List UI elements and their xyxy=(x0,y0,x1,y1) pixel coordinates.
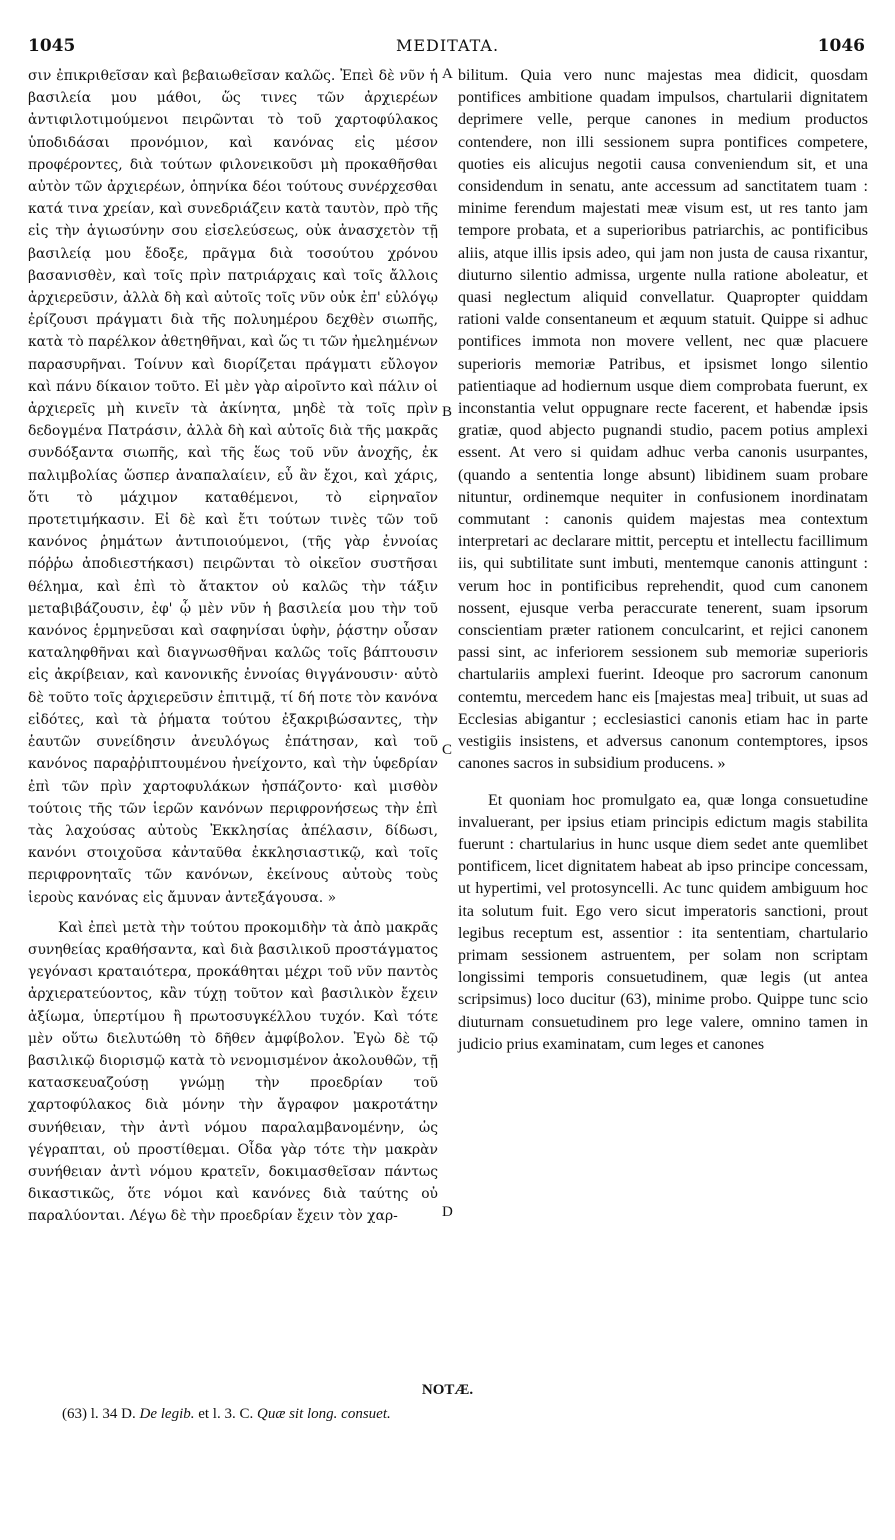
footnote-citation: Quæ sit long. consuet. xyxy=(256,1406,391,1422)
footnote-text: et l. 3. C. xyxy=(194,1406,257,1422)
margin-letter-d: D xyxy=(442,1204,453,1220)
footnote-63 xyxy=(62,1406,391,1423)
margin-letter-c: C xyxy=(442,742,453,758)
latin-column xyxy=(458,65,868,1056)
greek-paragraph-2: Καὶ ἐπεὶ μετὰ τὴν τούτου προκομιδὴν τὰ ἀπὸ μακρᾶς συνηθείας κραθήσαντα, καὶ διὰ βασιλικοῦ προστάγματος γεγόνασι κραταιότερα, προκάθηται μέχρι τοῦ νῦν παντὸς ἀρχιερατεύοντος, κἂν τύχῃ τοῦτον καὶ βασιλικὸν ἔχειν ἀξίωμα, ὑπερτίμου ἢ πρωτοσυγκέλλου τυχόν. Καὶ τότε μὲν οὕτω διελυτώθη τὸ δῆθεν ἀμφίβολον. Ἐγὼ δὲ τῷ βασιλικῷ διορισμῷ κατὰ τὸ νενομισμένον ἀκολουθῶν, τῇ κατασκευαζούσῃ γνώμῃ τὴν προεδρίαν τοῦ χαρτοφύλακος διὰ μόνην τὴν ἄγραφον μακροτάτην συνήθειαν, τὴν ἀντὶ νόμου παραλαμβανομένην, ὡς γέγραπται, οὐ προστίθεμαι. Οἶδα γὰρ τότε τὴν μακρὰν συνήθειαν ἀντὶ νόμου κρατεῖν, δοκιμασθεῖσαν πάντως δικαστικῶς, ὅτε νόμοι καὶ κανόνες διὰ ταύτης οὐ παραλύονται. Λέγω δὲ τὴν προεδρίαν ἔχειν τὸν χαρ- xyxy=(28,919,438,1225)
greek-paragraph-1: σιν ἐπικριθεῖσαν καὶ βεβαιωθεῖσαν καλῶς. Ἐπεὶ δὲ νῦν ἡ βασιλεία μου μάθοι, ὥς τινες τῶν ἀρχιερέων ἀντιφιλοτιμούμενοι πειρῶνται τὸ τοῦ χαρτοφύλακος ὑποδιδάσαι προνόμιον, καὶ κανόνας εἰς μέσον προφέροντες, διὰ τούτων φιλονεικοῦσι μὴ προκαθῆσθαι αὐτὸν τῶν ἀρχιερέων, ὁπηνίκα δέοι τούτους συνέρχεσθαι κατά τινα χρείαν, καὶ συνεδριάζειν κατὰ ταυτὸν, πρὸ τῆς εἰς τὴν ἁγιωσύνην σου εἰσελεύσεως, οὐκ ἀνασχετὸν τῇ βασιλείᾳ μου ἔδοξε, πρᾶγμα διὰ τοσούτου χρόνου βασανισθὲν, καὶ τοῖς πρὶν πατριάρχαις καὶ τοῖς ἄλλοις ἀρχιερεῦσιν, ἀλλὰ δὴ καὶ αὐτοῖς τοῖς νῦν οὐκ ἐπ' εὐλόγῳ ἐρίζουσι πράγματι διὰ τῆς πολυημέρου δεχθὲν σιωπῆς, κατὰ τὸ παρέλκον ἀθετηθῆναι, καὶ ὥς τι τῶν ἠμελημένων παρασυρῆναι. Τοίνυν καὶ διορίζεται πράγματι εὔλογον καὶ πάνυ δίκαιον τοῦτο. Εἰ μὲν γὰρ αἱροῖντο καὶ πάλιν οἱ ἀρχιερεῖς μὴ κινεῖν τὰ ἀκίνητα, μηδὲ τὰ τοῖς πρὶν δεδογμένα Πατράσιν, ἀλλὰ δὴ καὶ αὐτοῖς διὰ τῆς μακρᾶς συνδόξαντα σιωπῆς, καὶ τῆς ἕως τοῦ νῦν ἀνοχῆς, ἐκ παλιμβολίας ὥσπερ ἀναπαλαίειν, εὖ ἂν ἔχοι, καὶ χάρις, ὅτι τὸ μάχιμον καταθέμενοι, τὸ εἰρηναῖον προτετιμήκασιν. Εἰ δὲ καὶ ἔτι τούτων τινὲς τῶν τοῦ κανόνος ῥημάτων ἀντιποιούμενοι, (τῆς γὰρ ἐννοίας πόῤῥω ἀποδιεστήκασι) πειρῶνται τὸ οἰκεῖον συστῆσαι θέλημα, καὶ ἐπὶ τὸ ἄτακτον οὐ καλῶς τὴν τάξιν μεταβιβάζουσιν, ἐφ' ᾧ μὲν νῦν ἡ βασιλεία μου τὴν τοῦ κανόνος ἑρμηνεῦσαι καὶ σαφηνίσαι ὑφὴν, ῥᾴστην οὖσαν καταληφθῆναι καὶ διαγνωσθῆναι καλῶς τοῖς βάπτουσιν εἰς ἀκρίβειαν, καὶ κανονικῆς ἐννοίας θιγγάνουσιν· αὐτὸ δὲ τοῦτο τοῖς ἀρχιερεῦσιν ἐπιτιμᾷ, τί δή ποτε τὸν κανόνα εἰδότες, καὶ τὰ ῥήματα τούτου ἐξακριβώσαντες, τὴν ἑαυτῶν συνείδησιν ἀνευλόγως ἐπάτησαν, καὶ τοῦ κανόνος παραῤῥιπτουμένου ἠνείχοντο, καὶ τὴν ὑφεδρίαν ἐπὶ τῶν πρὶν χαρτοφυλάκων ἠσπάζοντο· καὶ μισθὸν τούτοις τῆς τῶν ἱερῶν κανόνων περιφρονήσεως τὴν ἐπὶ τὰς λαχούσας αὐτοὺς Ἐκκλησίας ἀπέλασιν, δίδωσι, κανόνι στοιχοῦσα κἀνταῦθα ἐκκλησιαστικῷ, καὶ τοῖς περιφρονηταῖς τῶν κανόνων, ἐκείνους αὐτοὺς τοὺς ἱεροὺς κανόνας εἰς ἄμυναν ἀντεξάγουσα. » xyxy=(28,68,438,906)
latin-paragraph-1: bilitum. Quia vero nunc majestas mea didicit, quosdam pontifices ambitione quadam impulsos, chartularii dignitatem deprimere velle, perque canones in medium productos contendere, non illi sessionem supra pontifices competere, quoties eis alicujus negotii causa conveniendum sit, et una considendum in senatu, ante accessum ad sanctitatem tuam : minime ferendum majestati meæ visum est, ut res tanto jam tempore probata, et a superioribus patriarchis, ac pontificibus aliis, atque illis ipsis adeo, qui jam non justa de causa rixantur, diuturno silentio admissa, urgente nulla ratione aboleatur, et quasi neglectum aliquid convellatur. Quapropter quiddam rationi valde consentaneum et æquum statuit. Quippe si adhuc pontifices immota non movere vellent, nec quæ placuere superioris memoriæ Patribus, et ipsismet longo silentio patientiaque ad hodiernum usque diem comprobata fuerunt, ex inconstantia velut oppugnare recte facerent, et habendæ ipsis gratiæ, quod abjecto pugnandi studio, pacem potius amplexi essent. At vero si quidam adhuc verba canonis usurpantes, (quando a sententia longe absunt) libidinem suam probare nituntur, ordinemque nequiter in confusionem inordinatam commutant : canonis quidem majestas mea contextum interpretari ac declarare mittit, perceptu et intellectu facillimum iis, qui subtilitate sunt imbuti, mentemque canonis attingunt : verum hoc in pontificibus reprehendit, quod cum canonem nossent, ejusque verba peraccurate tenerent, suam ipsorum conscientiam præter rationem conculcarint, et rejici canonem passi sint, ac inferiorem sessionem sub memoriæ superioris chartulariis amplexi fuerint. Ideoque pro sacrorum canonum contemtu, mercedem hanc eis [majestas mea] tribuit, ut suas ad Ecclesias abigantur ; ecclesiastici canonis etiam hac in parte vestigiis insistens, et adversus canonum contemptores, ipsos canones sacros in subsidium producens. » xyxy=(458,67,868,773)
greek-column xyxy=(28,65,438,1228)
latin-paragraph-2: Et quoniam hoc promulgato ea, quæ longa consuetudine invaluerant, per ipsius etiam principis edictum magis stabilita fuerunt : chartularius in hunc usque diem sedet ante quemlibet pontificem, licet dignitatem habeat ab ipso principe concessam, ut hypertimi, vel protosyncelli. Ac tunc quidem ambiguum hoc ita solutum fuit. Ego vero sicut imperatoris sanctioni, prout legibus receptum est, assentior : ita sententiam, chartulario primam sessionem astruentem, per solam non scriptam longissimi temporis consuetudinem, quæ legis (ut antea scripsimus) loco ducitur (63), minime probo. Quippe tunc scio diuturnam consuetudinem pro lege valere, omnino tamen in judicio prius examinatam, cum leges et canones xyxy=(458,791,868,1053)
footnote-text: (63) l. 34 D. xyxy=(62,1406,140,1422)
page-number-right: 1046 xyxy=(817,36,865,56)
margin-letter-b: B xyxy=(442,404,453,420)
page-number-left: 1045 xyxy=(28,36,76,56)
notes-heading: NOTÆ. xyxy=(421,1382,474,1398)
footnote-citation: De legib. xyxy=(139,1406,195,1422)
margin-letter-a: A xyxy=(442,66,453,82)
running-title: MEDITATA. xyxy=(395,36,500,55)
